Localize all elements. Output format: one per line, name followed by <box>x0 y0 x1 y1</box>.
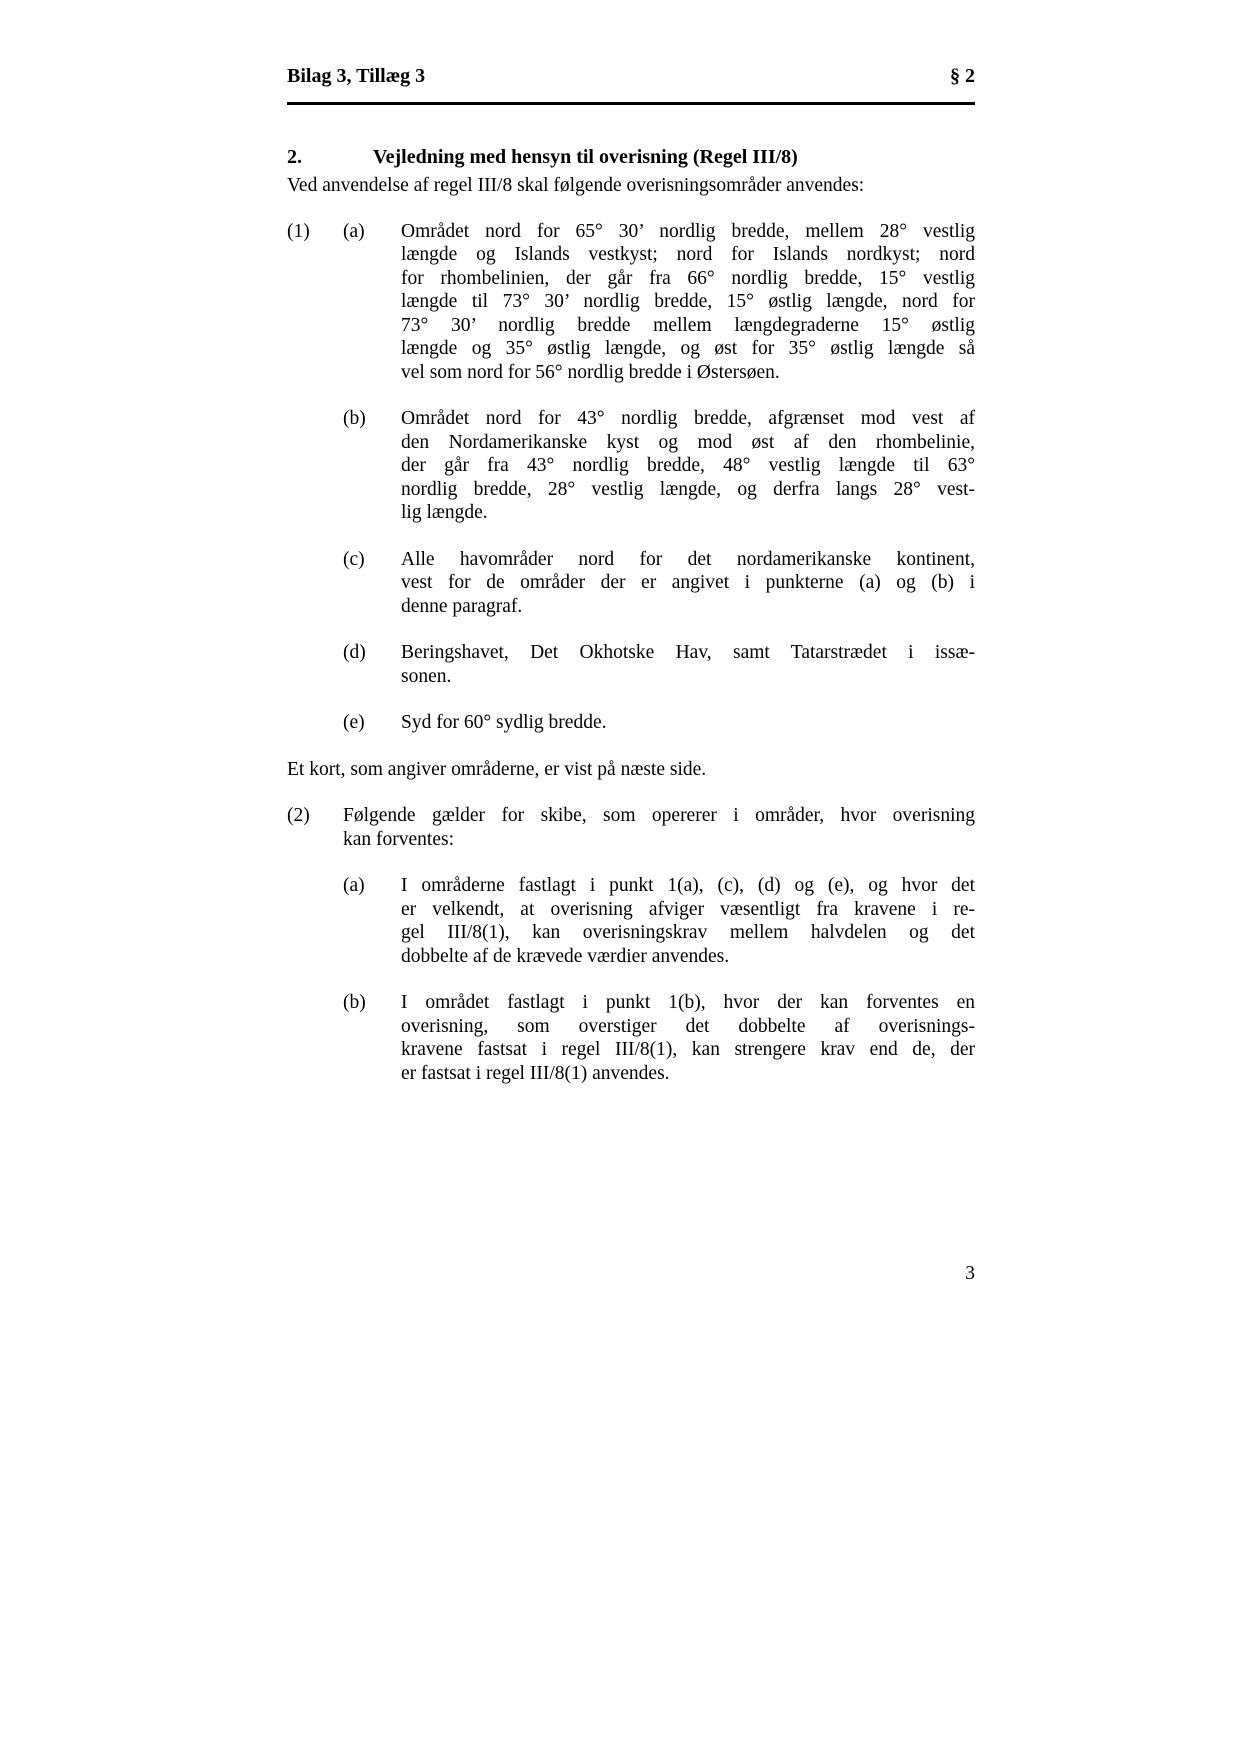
item-text-2-intro <box>343 804 975 851</box>
spacer <box>287 641 343 688</box>
text-line: længde til 73° 30’ nordlig bredde, 15° østlig længde, nord for <box>401 291 975 312</box>
text-line: nordlig bredde, 28° vestlig længde, og derfra langs 28° vest- <box>401 478 975 500</box>
spacer <box>287 407 343 525</box>
section-heading-title: Vejledning med hensyn til overisning (Regel III/8) <box>373 146 798 168</box>
text-line: længde og 35° østlig længde, og øst for 35° østlig længde så <box>401 338 975 359</box>
text-line: lig længde. <box>401 502 488 523</box>
text-line: for rhombelinien, der går fra 66° nordlig bredde, 15° vestlig <box>401 267 975 289</box>
spacer <box>287 548 343 619</box>
text-line: dobbelte af de krævede værdier anvendes. <box>401 945 730 967</box>
section-heading <box>287 145 975 169</box>
text-line: Syd for 60° sydlig bredde. <box>401 712 607 733</box>
page-number: 3 <box>965 1263 975 1284</box>
list-item-1c <box>287 548 975 619</box>
text-line: Følgende gælder for skibe, som opererer i områder, hvor overisning <box>343 805 975 826</box>
list-item-1d <box>287 641 975 688</box>
text-line: overisning, som overstiger det dobbelte af overisnings- <box>401 1015 975 1037</box>
item-text-1d <box>401 641 975 688</box>
list-item-1e <box>287 711 975 735</box>
section-heading-number: 2. <box>287 146 302 168</box>
text-line: Alle havområder nord for det nordamerikanske kontinent, <box>401 548 975 570</box>
item-text-2b <box>401 991 975 1085</box>
text-line: Området nord for 43° nordlig bredde, afgrænset mod vest af <box>401 408 975 429</box>
item-number-1: (1) <box>287 220 310 242</box>
text-line: den Nordamerikanske kyst og mod øst af den rhombelinie, <box>401 431 975 453</box>
document-body <box>287 174 975 1085</box>
page-content <box>287 64 975 1085</box>
item-text-1c <box>401 548 975 619</box>
text-line: vest for de områder der er angivet i punkterne (a) og (b) i <box>401 572 975 593</box>
spacer <box>287 711 343 735</box>
text-line: denne paragraf. <box>401 595 523 617</box>
text-line: Området nord for 65° 30’ nordlig bredde, mellem 28° vestlig <box>401 220 975 242</box>
header-right-section: § 2 <box>950 65 975 87</box>
item-number-2: (2) <box>287 805 310 826</box>
text-line: er velkendt, at overisning afviger væsentligt fra kravene i re- <box>401 898 975 920</box>
item-label-1e: (e) <box>343 712 365 733</box>
item-text-1b <box>401 407 975 525</box>
text-line: I områderne fastlagt i punkt 1(a), (c), (d) og (e), og hvor det <box>401 875 975 896</box>
text-line: sonen. <box>401 665 452 687</box>
text-line: er fastsat i regel III/8(1) anvendes. <box>401 1062 670 1084</box>
text-line: kravene fastsat i regel III/8(1), kan strengere krav end de, der <box>401 1039 975 1060</box>
item-text-2a <box>401 874 975 968</box>
list-item-2 <box>287 804 975 851</box>
item-text-1e <box>401 711 975 735</box>
spacer <box>287 874 343 968</box>
header-left-title: Bilag 3, Tillæg 3 <box>287 65 426 87</box>
item-label-2b: (b) <box>343 992 366 1013</box>
list-item-2a <box>287 874 975 968</box>
text-line: 73° 30’ nordlig bredde mellem længdegraderne 15° østlig <box>401 314 975 336</box>
header-rule <box>287 102 975 105</box>
page-header <box>287 64 975 88</box>
text-line: der går fra 43° nordlig bredde, 48° vestlig længde til 63° <box>401 455 975 476</box>
text-line: kan forventes: <box>343 828 455 850</box>
text-line: gel III/8(1), kan overisningskrav mellem halvdelen og det <box>401 922 975 943</box>
list-item-2b <box>287 991 975 1085</box>
text-line: I området fastlagt i punkt 1(b), hvor der kan forventes en <box>401 992 975 1013</box>
spacer <box>287 991 343 1085</box>
intro-paragraph: Ved anvendelse af regel III/8 skal følgende overisningsområder anvendes: <box>287 175 865 196</box>
list-item-1b <box>287 407 975 525</box>
list-item-1a <box>287 220 975 385</box>
item-label-1a: (a) <box>343 220 365 242</box>
text-line: vel som nord for 56° nordlig bredde i Østersøen. <box>401 361 780 383</box>
item-label-1c: (c) <box>343 548 365 570</box>
item-text-1a <box>401 220 975 385</box>
map-note-paragraph: Et kort, som angiver områderne, er vist på næste side. <box>287 758 707 780</box>
item-label-1b: (b) <box>343 408 366 429</box>
item-label-2a: (a) <box>343 875 365 896</box>
text-line: længde og Islands vestkyst; nord for Islands nordkyst; nord <box>401 244 975 265</box>
text-line: Beringshavet, Det Okhotske Hav, samt Tatarstrædet i issæ- <box>401 642 975 663</box>
item-label-1d: (d) <box>343 642 366 663</box>
